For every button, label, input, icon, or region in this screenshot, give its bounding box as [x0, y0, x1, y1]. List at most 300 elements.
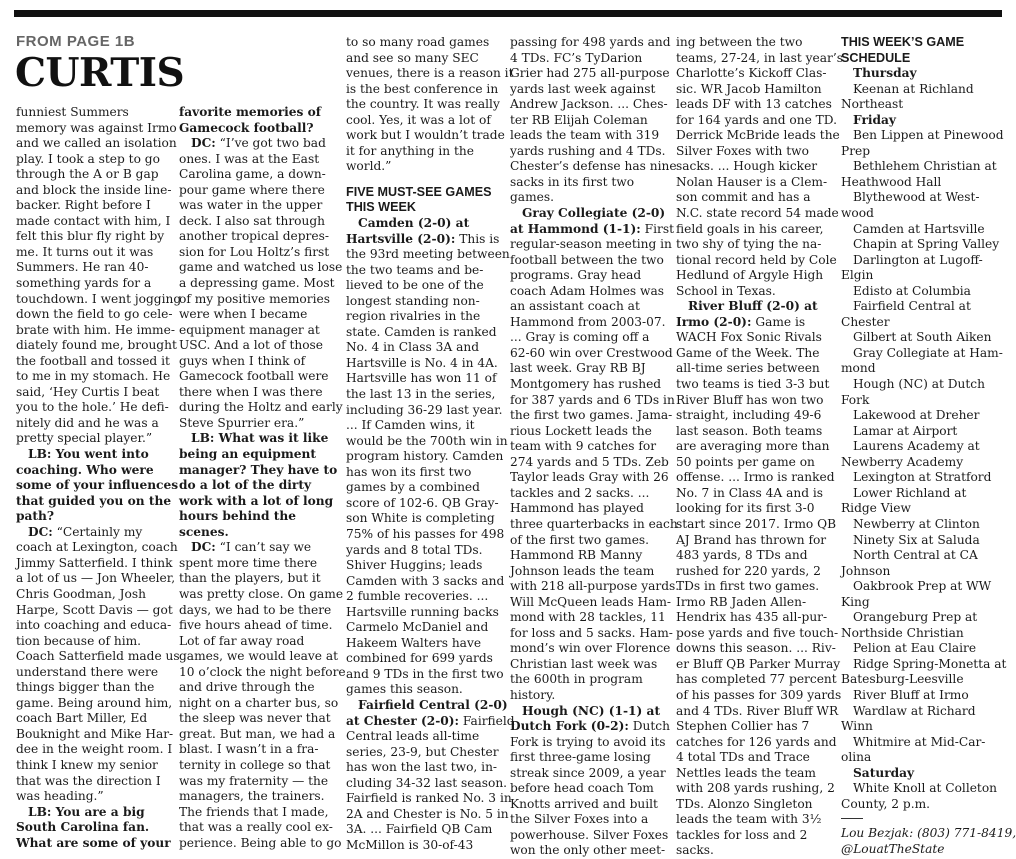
text-line — [676, 610, 830, 626]
line-text: County, 2 p.m. — [841, 796, 931, 811]
line-text: 75% of his passes for 498 — [346, 526, 505, 541]
text-line — [16, 774, 168, 790]
text-line — [510, 221, 674, 238]
line-text: nitely did and he was a — [16, 415, 159, 430]
text-line — [676, 222, 830, 238]
line-text: Chester — [841, 314, 890, 329]
text-line — [841, 657, 1006, 673]
text-line — [841, 595, 1006, 611]
text-line — [841, 470, 1006, 486]
text-line — [510, 35, 671, 51]
line-text: deck. I also sat through — [179, 213, 325, 228]
line-text: USC. And a lot of those — [179, 338, 324, 353]
text-line — [510, 470, 669, 486]
text-line — [179, 400, 343, 416]
text-line — [510, 128, 662, 144]
text-line — [179, 229, 334, 245]
line-text: two shy of tying the na- — [676, 237, 822, 252]
text-line — [16, 665, 168, 681]
line-text: Grier had 275 all-purpose — [510, 66, 670, 81]
line-text: N.C. state record 54 made — [676, 206, 839, 221]
text-line — [179, 416, 334, 432]
text-line — [346, 651, 498, 667]
text-line — [179, 245, 334, 261]
text-line — [676, 828, 830, 844]
lead-in: Dutch Fork (0-2): — [510, 719, 629, 734]
text-line — [179, 556, 334, 572]
line-text: 2 fumble recoveries. ... — [346, 589, 489, 604]
text-line — [510, 345, 673, 362]
line-text: Irmo RB Jaden Allen- — [676, 594, 807, 609]
text-line — [676, 112, 837, 129]
line-text: Hartsville running backs — [346, 604, 499, 619]
line-text: leads DF with 13 catches — [676, 97, 832, 112]
line-text: score of 102-6. QB Gray- — [346, 495, 499, 510]
text-line — [16, 198, 168, 214]
line-text: five hours ahead of time. — [179, 618, 333, 633]
text-line — [510, 781, 662, 797]
line-text: Game of the Week. The — [676, 345, 820, 360]
line-text: the 93rd meeting between — [346, 247, 510, 262]
line-text: Winn — [841, 719, 873, 734]
text-line — [346, 418, 498, 434]
line-text: Fork is trying to avoid its — [510, 734, 666, 749]
text-line — [16, 789, 168, 805]
text-line — [841, 704, 1006, 720]
text-line — [16, 229, 168, 245]
text-line — [179, 525, 334, 541]
line-text: This is — [455, 231, 500, 246]
text-line — [16, 758, 168, 774]
line-text: world.” — [346, 159, 392, 174]
line-text: that guided you on the — [16, 493, 172, 508]
text-line — [16, 571, 176, 587]
text-line — [676, 377, 830, 393]
text-line — [841, 564, 1006, 580]
lead-in: at Chester (2-0): — [346, 713, 460, 728]
line-text: would be the 700th win in — [346, 433, 508, 448]
line-text: FIVE MUST-SEE GAMES — [346, 184, 492, 199]
line-text: THIS WEEK’S GAME — [841, 35, 965, 49]
text-line — [16, 431, 168, 447]
text-line — [16, 835, 171, 852]
text-line — [676, 625, 839, 642]
line-text: Heathwood Hall — [841, 174, 942, 189]
line-text: sion for Lou Holtz’s first — [179, 244, 330, 259]
line-text: blast. I wasn’t in a fra- — [179, 742, 319, 757]
line-text: looking for its first 3-0 — [676, 501, 815, 516]
text-line — [841, 66, 1006, 82]
line-text: football between the two — [510, 252, 664, 267]
text-line — [16, 587, 168, 603]
text-line — [841, 424, 1006, 440]
line-text: downs this season. ... Riv- — [676, 641, 836, 656]
text-line — [841, 579, 1006, 595]
line-text: Carolina game, a down- — [179, 167, 326, 182]
text-line — [179, 323, 334, 339]
line-text: rushed for 220 yards, 2 — [676, 563, 821, 578]
line-text: were when I became — [179, 307, 308, 322]
text-line — [676, 268, 830, 284]
text-line — [841, 797, 1006, 813]
line-text: LB: You went into — [28, 447, 149, 462]
line-text: The friends that I made, — [179, 804, 329, 819]
text-line — [676, 843, 830, 859]
section-kicker: FROM PAGE 1B — [16, 33, 136, 50]
text-line — [346, 263, 498, 279]
text-line — [346, 371, 498, 387]
text-line — [16, 525, 168, 541]
text-line — [179, 478, 334, 494]
text-line — [16, 649, 180, 665]
text-line — [16, 260, 168, 276]
text-line — [16, 493, 172, 510]
text-line — [676, 190, 830, 206]
line-text: sacks. ... Hough kicker — [676, 159, 818, 174]
line-text: it for anything in the — [346, 143, 474, 158]
text-line — [346, 449, 504, 465]
text-line — [676, 812, 830, 828]
line-text: history. — [510, 687, 556, 702]
line-text: ternity in college so that — [179, 757, 331, 772]
line-text: memory was against Irmo — [16, 120, 177, 135]
line-text: for loss and 5 sacks. Ham- — [510, 625, 673, 640]
line-text: region rivalries in the — [346, 309, 481, 324]
line-text: olina — [841, 750, 872, 765]
text-line — [346, 144, 498, 160]
line-text: coaching. Who were — [16, 462, 154, 477]
text-line — [346, 605, 498, 621]
line-text: there when I was there — [179, 384, 323, 399]
text-line — [346, 480, 498, 496]
text-line — [510, 314, 666, 331]
line-text: sic. WR Jacob Hamilton — [676, 81, 822, 96]
line-text: Elgin — [841, 268, 874, 283]
line-text: into coaching and educa- — [16, 618, 172, 633]
text-line — [676, 159, 830, 175]
text-line — [841, 548, 1006, 564]
line-text: game. Being around him, — [16, 695, 173, 710]
line-text: last week. Gray RB BJ — [510, 361, 646, 376]
text-line — [841, 766, 1006, 782]
line-text: straight, including 49-6 — [676, 408, 822, 423]
line-text: Fork — [841, 392, 870, 407]
article-column-3 — [346, 35, 515, 853]
text-line — [676, 564, 830, 580]
line-text: has won its first two — [346, 464, 472, 479]
line-text: first three-game losing — [510, 750, 651, 765]
text-line — [510, 424, 662, 440]
line-text: Will McQueen leads Ham- — [510, 594, 672, 609]
line-text: SCHEDULE — [841, 50, 911, 65]
text-line — [16, 167, 168, 183]
line-text: an assistant coach at — [510, 299, 640, 314]
text-line — [510, 361, 662, 377]
line-text: ter RB Elijah Coleman — [510, 112, 648, 127]
text-line — [179, 758, 334, 774]
text-line — [841, 439, 1006, 455]
line-text: with 208 yards rushing, 2 — [676, 781, 835, 796]
text-line — [179, 307, 334, 323]
line-text: favorite memories of — [179, 105, 321, 119]
text-line — [179, 820, 334, 836]
text-line — [510, 439, 662, 455]
text-line — [841, 144, 1006, 160]
text-line — [179, 152, 334, 168]
text-line — [841, 826, 1016, 842]
line-text: TDs. Alonzo Singleton — [676, 796, 813, 811]
line-text: McMillon is 30-of-43 — [346, 837, 474, 852]
line-text: catches for 126 yards and — [676, 734, 837, 749]
line-text: South Carolina fan. — [16, 820, 150, 835]
text-line — [841, 159, 1006, 175]
line-text: was my fraternity — the — [179, 773, 329, 788]
text-line — [841, 35, 1006, 51]
text-line — [346, 543, 498, 559]
line-text: the last 13 in the series, — [346, 387, 496, 402]
line-text: “Certainly my — [52, 524, 143, 539]
text-line — [346, 511, 498, 527]
text-line — [346, 113, 498, 129]
lead-in: Hough (NC) (1-1) at — [522, 703, 661, 718]
line-text: me. It turns out it was — [16, 244, 154, 259]
line-text: days, we had to be there — [179, 602, 332, 617]
line-text: venues, there is a reason it — [346, 66, 514, 81]
line-text: funniest Summers — [16, 105, 129, 119]
text-line — [676, 579, 830, 595]
text-line — [676, 393, 830, 409]
line-text: programs. Gray head — [510, 268, 642, 283]
line-text: Edisto at Columbia — [853, 283, 971, 298]
line-text: start since 2017. Irmo QB — [676, 516, 837, 531]
line-text: of his passes for 309 yards — [676, 687, 842, 702]
line-text: Silver Foxes with two — [676, 143, 809, 158]
line-text: rious Lockett leads the — [510, 423, 652, 438]
text-line — [841, 735, 1006, 751]
text-line — [510, 641, 671, 657]
text-line — [676, 439, 830, 455]
line-text: Blythewood at West- — [853, 190, 980, 205]
lead-in: River Bluff (2-0) at — [688, 299, 818, 314]
line-text: 62-60 win over Crestwood — [510, 345, 673, 360]
text-line — [841, 719, 1006, 735]
text-line — [16, 602, 173, 619]
line-text: tional record held by Cole — [676, 252, 837, 267]
line-text: Jimmy Satterfield. I think — [16, 555, 173, 570]
text-line — [346, 51, 498, 67]
text-line — [510, 843, 666, 859]
text-line — [346, 356, 498, 372]
line-text: a depressing game. Most — [179, 276, 335, 291]
line-text: think I knew my senior — [16, 757, 158, 772]
text-line — [676, 470, 835, 486]
line-text: for 164 yards and one TD. — [676, 112, 837, 127]
text-line — [510, 594, 672, 611]
text-line — [16, 416, 168, 432]
line-text: Montgomery has rushed — [510, 377, 662, 392]
line-text: “I’ve got two bad — [215, 136, 326, 151]
text-line — [16, 463, 168, 479]
line-text: Hammond RB Manny — [510, 548, 643, 563]
text-line — [841, 688, 1006, 704]
text-line — [16, 213, 171, 230]
line-text: Bethlehem Christian at — [853, 159, 997, 174]
line-text: game and watched us lose — [179, 260, 343, 275]
line-text: games by a combined — [346, 480, 480, 495]
text-line — [346, 838, 498, 854]
line-text: the sleep was never that — [179, 711, 331, 726]
text-line — [676, 408, 830, 424]
text-line — [16, 634, 168, 650]
text-line — [16, 182, 172, 199]
lead-in: Gray Collegiate (2-0) — [522, 206, 666, 221]
line-text: regular-season meeting in — [510, 237, 672, 252]
line-text: understand there were — [16, 664, 159, 679]
text-line — [16, 369, 171, 385]
line-text: “I can’t say we — [215, 540, 312, 555]
line-text: River Bluff at Irmo — [853, 687, 969, 702]
text-line — [510, 113, 662, 129]
line-text: spent more time there — [179, 555, 318, 570]
text-line — [676, 455, 830, 471]
line-text: that was the direction I — [16, 773, 161, 788]
line-text: Johnson leads the team — [510, 563, 655, 578]
line-text: diately found me, brought — [16, 338, 177, 353]
text-line — [676, 656, 841, 673]
line-text: No. 4 in Class 3A and — [346, 340, 480, 355]
line-text: to so many road games — [346, 35, 490, 49]
line-text: coach Adam Holmes was — [510, 283, 664, 298]
line-text: and block the inside line- — [16, 182, 172, 197]
text-line — [510, 533, 662, 549]
text-line — [510, 657, 662, 673]
text-line — [676, 66, 830, 82]
line-text: Chris Goodman, Josh — [16, 586, 146, 601]
text-line — [16, 540, 178, 556]
line-text: some of your influences — [16, 478, 179, 493]
text-line — [16, 805, 168, 821]
text-line — [676, 548, 830, 564]
line-text: managers, the trainers. — [179, 789, 325, 804]
text-line — [346, 573, 505, 590]
text-line — [179, 369, 334, 385]
text-line — [676, 501, 830, 517]
text-line — [841, 284, 1006, 300]
line-text: of the first two games. — [510, 532, 650, 547]
line-text: Steve Spurrier era.” — [179, 415, 305, 430]
text-line — [179, 789, 334, 805]
line-text: team with 9 catches for — [510, 439, 657, 454]
text-line — [16, 509, 168, 525]
line-text: Wardlaw at Richard — [853, 703, 976, 718]
text-line — [346, 760, 498, 776]
line-text: three quarterbacks in each — [510, 516, 678, 531]
line-text: Hammond has played — [510, 501, 644, 516]
line-text: Friday — [853, 112, 896, 127]
lead-in: DC: — [191, 136, 216, 151]
text-line — [841, 533, 1006, 549]
line-text: offense. ... Irmo is ranked — [676, 470, 835, 485]
line-text: North Central at CA — [853, 548, 978, 563]
line-text: combined for 699 yards — [346, 651, 493, 666]
text-line — [16, 711, 168, 727]
line-text: Oakbrook Prep at WW — [853, 579, 992, 594]
line-text: guys when I think of — [179, 353, 306, 368]
line-text: Dutch — [628, 719, 670, 734]
text-line — [346, 35, 498, 51]
line-text: Keenan at Richland — [853, 81, 974, 96]
text-line — [16, 400, 168, 416]
text-line — [346, 526, 505, 543]
text-line — [510, 486, 662, 502]
line-text: won the only other meet- — [510, 843, 666, 858]
text-line — [179, 385, 334, 401]
text-line — [841, 501, 1006, 517]
line-text: Johnson — [841, 563, 891, 578]
line-text: dee in the weight room. I — [16, 742, 173, 757]
line-text: coach Bart Miller, Ed — [16, 711, 148, 726]
line-text: mond — [841, 361, 876, 376]
top-rule — [14, 10, 1002, 17]
text-line — [510, 330, 662, 346]
text-line — [179, 571, 334, 587]
text-line — [179, 214, 334, 230]
text-line — [676, 734, 837, 751]
line-text: King — [841, 594, 870, 609]
text-line — [676, 781, 835, 797]
text-line — [346, 433, 508, 450]
text-line — [179, 260, 343, 276]
text-line — [841, 377, 1006, 393]
text-line — [179, 354, 334, 370]
text-line — [676, 595, 830, 611]
text-line — [179, 136, 334, 152]
text-line — [179, 774, 334, 790]
line-text: touchdown. I went jogging — [16, 291, 182, 306]
line-text: state. Camden is ranked — [346, 324, 497, 339]
text-line — [346, 340, 498, 356]
line-text: two teams is tied 3-3 but — [676, 377, 830, 392]
divider — [841, 818, 863, 819]
text-line — [676, 687, 842, 704]
line-text: the two teams and be- — [346, 262, 484, 277]
line-text: Gilbert at South Aiken — [853, 330, 992, 345]
line-text: and see so many SEC — [346, 50, 479, 65]
line-text: equipment manager at — [179, 322, 320, 337]
line-text: Fairfield is ranked No. 3 in — [346, 791, 512, 806]
line-text: work with a lot of long — [179, 493, 334, 508]
text-line — [841, 517, 1006, 533]
text-line — [676, 486, 830, 502]
text-line — [510, 610, 666, 626]
line-text: games, we would leave at — [179, 649, 339, 664]
line-text: path? — [16, 509, 55, 524]
text-line — [510, 501, 662, 517]
line-text: Knotts arrived and built — [510, 796, 658, 811]
text-line — [676, 346, 830, 362]
article-column-1 — [16, 105, 182, 851]
text-line — [179, 664, 346, 681]
text-line — [510, 827, 669, 844]
line-text: Darlington at Lugoff- — [853, 252, 983, 267]
text-line — [179, 105, 334, 121]
text-line — [346, 159, 498, 175]
line-text: Lower Richland at — [853, 485, 967, 500]
text-line — [16, 136, 177, 152]
text-line — [841, 346, 1006, 362]
text-line — [16, 152, 168, 168]
text-line — [676, 97, 830, 113]
